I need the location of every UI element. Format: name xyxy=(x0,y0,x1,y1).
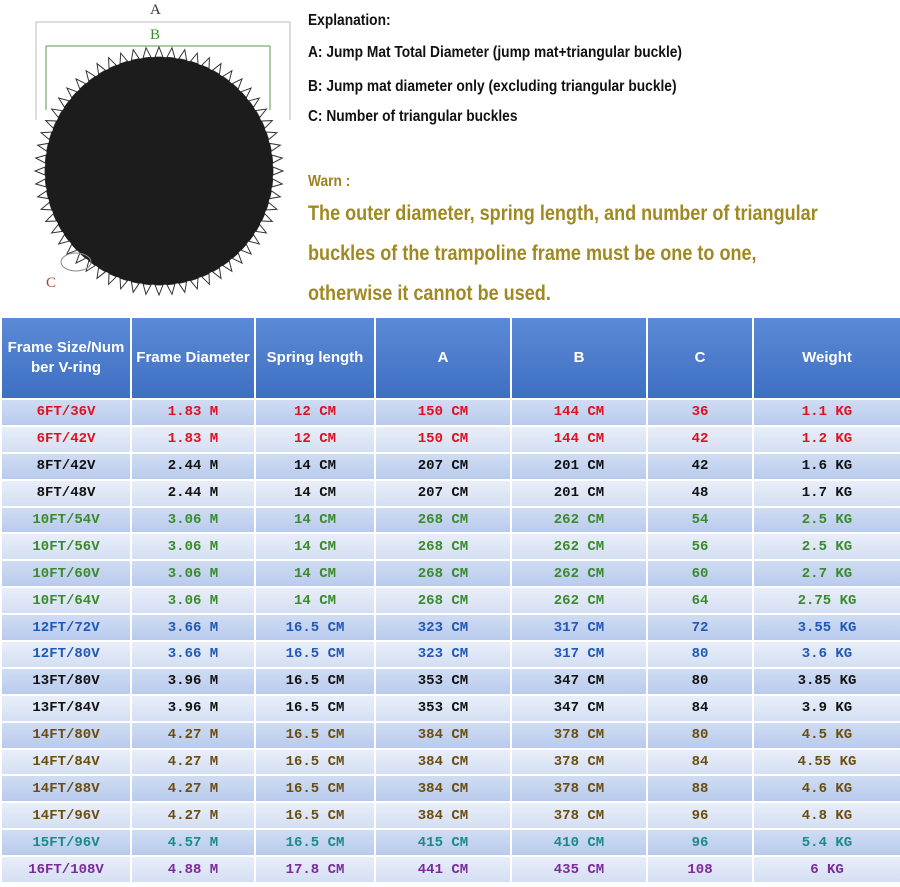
cell-frame-diameter: 3.96 M xyxy=(132,696,254,721)
cell-a: 384 CM xyxy=(376,776,510,801)
table-row xyxy=(2,615,900,640)
triangular-buckle xyxy=(131,50,139,61)
cell-c: 42 xyxy=(648,427,752,452)
cell-spring-length: 12 CM xyxy=(256,400,374,425)
cell-frame-diameter: 3.06 M xyxy=(132,588,254,613)
cell-c: 80 xyxy=(648,723,752,748)
cell-frame-size: 14FT/80V xyxy=(2,723,130,748)
triangular-buckle xyxy=(131,282,139,293)
trampoline-mat-diagram xyxy=(0,0,300,312)
cell-weight: 1.7 KG xyxy=(754,481,900,506)
cell-frame-diameter: 4.88 M xyxy=(132,857,254,882)
cell-spring-length: 16.5 CM xyxy=(256,723,374,748)
header-a: A xyxy=(376,318,510,398)
header-weight: Weight xyxy=(754,318,900,398)
cell-spring-length: 14 CM xyxy=(256,454,374,479)
table-row xyxy=(2,776,900,801)
cell-frame-diameter: 3.06 M xyxy=(132,534,254,559)
table-row xyxy=(2,427,900,452)
cell-weight: 1.1 KG xyxy=(754,400,900,425)
table-row xyxy=(2,534,900,559)
cell-spring-length: 17.8 CM xyxy=(256,857,374,882)
triangular-buckle xyxy=(143,284,151,294)
cell-a: 441 CM xyxy=(376,857,510,882)
cell-b: 378 CM xyxy=(512,723,646,748)
cell-weight: 3.85 KG xyxy=(754,669,900,694)
cell-weight: 4.8 KG xyxy=(754,803,900,828)
cell-b: 201 CM xyxy=(512,481,646,506)
cell-spring-length: 16.5 CM xyxy=(256,830,374,855)
cell-b: 378 CM xyxy=(512,803,646,828)
cell-frame-size: 6FT/36V xyxy=(2,400,130,425)
table-row xyxy=(2,561,900,586)
cell-spring-length: 16.5 CM xyxy=(256,696,374,721)
cell-frame-size: 13FT/84V xyxy=(2,696,130,721)
table-row xyxy=(2,803,900,828)
cell-frame-diameter: 3.06 M xyxy=(132,561,254,586)
cell-c: 36 xyxy=(648,400,752,425)
label-b: B xyxy=(150,27,161,43)
cell-weight: 2.75 KG xyxy=(754,588,900,613)
triangular-buckle xyxy=(270,143,281,151)
cell-frame-size: 15FT/96V xyxy=(2,830,130,855)
cell-a: 207 CM xyxy=(376,454,510,479)
cell-a: 323 CM xyxy=(376,642,510,667)
cell-frame-size: 12FT/72V xyxy=(2,615,130,640)
cell-b: 378 CM xyxy=(512,750,646,775)
cell-spring-length: 16.5 CM xyxy=(256,776,374,801)
cell-spring-length: 14 CM xyxy=(256,481,374,506)
table-header-row xyxy=(2,318,900,398)
cell-frame-diameter: 3.06 M xyxy=(132,508,254,533)
table-row xyxy=(2,642,900,667)
table-row xyxy=(2,750,900,775)
cell-b: 317 CM xyxy=(512,642,646,667)
cell-weight: 1.6 KG xyxy=(754,454,900,479)
cell-c: 88 xyxy=(648,776,752,801)
cell-frame-size: 8FT/48V xyxy=(2,481,130,506)
table-row xyxy=(2,857,900,882)
cell-frame-diameter: 4.27 M xyxy=(132,776,254,801)
header-frame-size: Frame Size/Num ber V-ring xyxy=(2,318,130,398)
cell-weight: 3.6 KG xyxy=(754,642,900,667)
warn-label: Warn : xyxy=(308,173,351,190)
triangular-buckle xyxy=(273,167,283,175)
explanation-a: A: Jump Mat Total Diameter (jump mat+triangular buckle) xyxy=(308,44,683,61)
table-row xyxy=(2,454,900,479)
cell-c: 96 xyxy=(648,830,752,855)
cell-weight: 2.5 KG xyxy=(754,508,900,533)
cell-a: 268 CM xyxy=(376,534,510,559)
cell-c: 54 xyxy=(648,508,752,533)
cell-frame-diameter: 3.66 M xyxy=(132,642,254,667)
cell-a: 353 CM xyxy=(376,696,510,721)
triangular-buckle xyxy=(179,282,187,293)
cell-weight: 2.7 KG xyxy=(754,561,900,586)
table-row xyxy=(2,588,900,613)
explanation-c: C: Number of triangular buckles xyxy=(308,108,518,125)
cell-frame-size: 14FT/88V xyxy=(2,776,130,801)
triangular-buckle xyxy=(36,155,46,163)
triangular-buckle xyxy=(167,284,175,294)
cell-spring-length: 14 CM xyxy=(256,534,374,559)
cell-weight: 6 KG xyxy=(754,857,900,882)
table-row xyxy=(2,830,900,855)
triangular-buckle xyxy=(38,143,49,151)
cell-c: 72 xyxy=(648,615,752,640)
cell-b: 144 CM xyxy=(512,427,646,452)
cell-frame-size: 12FT/80V xyxy=(2,642,130,667)
cell-frame-diameter: 1.83 M xyxy=(132,427,254,452)
cell-spring-length: 12 CM xyxy=(256,427,374,452)
cell-frame-size: 10FT/54V xyxy=(2,508,130,533)
cell-c: 84 xyxy=(648,696,752,721)
cell-b: 435 CM xyxy=(512,857,646,882)
table-row xyxy=(2,508,900,533)
cell-spring-length: 14 CM xyxy=(256,561,374,586)
cell-spring-length: 16.5 CM xyxy=(256,615,374,640)
header-spring-length: Spring length xyxy=(256,318,374,398)
label-c: C xyxy=(46,275,57,291)
cell-frame-diameter: 4.27 M xyxy=(132,723,254,748)
cell-c: 84 xyxy=(648,750,752,775)
cell-a: 415 CM xyxy=(376,830,510,855)
explanation-title: Explanation: xyxy=(308,12,391,29)
cell-a: 384 CM xyxy=(376,803,510,828)
cell-b: 347 CM xyxy=(512,696,646,721)
cell-spring-length: 14 CM xyxy=(256,508,374,533)
triangular-buckle xyxy=(36,179,46,187)
triangular-buckle xyxy=(272,155,282,163)
triangular-buckle xyxy=(167,48,175,58)
triangular-buckle xyxy=(155,285,163,295)
cell-weight: 3.9 KG xyxy=(754,696,900,721)
cell-frame-diameter: 1.83 M xyxy=(132,400,254,425)
header-c: C xyxy=(648,318,752,398)
cell-frame-size: 14FT/84V xyxy=(2,750,130,775)
cell-b: 201 CM xyxy=(512,454,646,479)
cell-b: 347 CM xyxy=(512,669,646,694)
cell-frame-size: 13FT/80V xyxy=(2,669,130,694)
triangular-buckle xyxy=(179,50,187,61)
triangular-buckle xyxy=(143,48,151,58)
cell-frame-diameter: 2.44 M xyxy=(132,481,254,506)
cell-spring-length: 16.5 CM xyxy=(256,669,374,694)
cell-frame-diameter: 4.57 M xyxy=(132,830,254,855)
cell-b: 262 CM xyxy=(512,508,646,533)
cell-b: 262 CM xyxy=(512,534,646,559)
cell-frame-diameter: 3.66 M xyxy=(132,615,254,640)
cell-b: 262 CM xyxy=(512,588,646,613)
explanation-b: B: Jump mat diameter only (excluding triangular buckle) xyxy=(308,78,677,95)
table-row xyxy=(2,669,900,694)
header-frame-diameter: Frame Diameter xyxy=(132,318,254,398)
triangular-buckle xyxy=(38,191,49,199)
cell-frame-size: 14FT/96V xyxy=(2,803,130,828)
cell-spring-length: 16.5 CM xyxy=(256,803,374,828)
cell-weight: 4.6 KG xyxy=(754,776,900,801)
cell-spring-length: 16.5 CM xyxy=(256,642,374,667)
cell-a: 384 CM xyxy=(376,750,510,775)
table-row xyxy=(2,696,900,721)
cell-weight: 1.2 KG xyxy=(754,427,900,452)
cell-frame-size: 8FT/42V xyxy=(2,454,130,479)
cell-spring-length: 16.5 CM xyxy=(256,750,374,775)
triangular-buckle xyxy=(35,167,45,175)
cell-c: 96 xyxy=(648,803,752,828)
cell-weight: 4.5 KG xyxy=(754,723,900,748)
table-row xyxy=(2,481,900,506)
cell-frame-size: 16FT/108V xyxy=(2,857,130,882)
cell-a: 207 CM xyxy=(376,481,510,506)
cell-b: 410 CM xyxy=(512,830,646,855)
triangular-buckle xyxy=(155,47,163,57)
cell-a: 268 CM xyxy=(376,561,510,586)
spec-table xyxy=(0,316,900,884)
label-a: A xyxy=(150,2,161,18)
cell-frame-size: 10FT/60V xyxy=(2,561,130,586)
cell-c: 80 xyxy=(648,642,752,667)
cell-frame-size: 6FT/42V xyxy=(2,427,130,452)
cell-c: 56 xyxy=(648,534,752,559)
cell-frame-diameter: 2.44 M xyxy=(132,454,254,479)
cell-weight: 3.55 KG xyxy=(754,615,900,640)
cell-frame-diameter: 4.27 M xyxy=(132,750,254,775)
cell-a: 323 CM xyxy=(376,615,510,640)
cell-b: 317 CM xyxy=(512,615,646,640)
warn-line-3: otherwise it cannot be used. xyxy=(308,282,551,305)
cell-a: 384 CM xyxy=(376,723,510,748)
header-b: B xyxy=(512,318,646,398)
cell-c: 80 xyxy=(648,669,752,694)
cell-a: 353 CM xyxy=(376,669,510,694)
cell-c: 108 xyxy=(648,857,752,882)
cell-c: 42 xyxy=(648,454,752,479)
table-row xyxy=(2,400,900,425)
cell-b: 262 CM xyxy=(512,561,646,586)
warn-line-2: buckles of the trampoline frame must be one to one, xyxy=(308,242,757,265)
cell-a: 150 CM xyxy=(376,427,510,452)
triangular-buckle xyxy=(272,179,282,187)
warn-line-1: The outer diameter, spring length, and number of triangular xyxy=(308,202,818,225)
cell-frame-size: 10FT/64V xyxy=(2,588,130,613)
cell-c: 48 xyxy=(648,481,752,506)
table-row xyxy=(2,723,900,748)
cell-frame-size: 10FT/56V xyxy=(2,534,130,559)
triangular-buckle xyxy=(270,191,281,199)
cell-a: 268 CM xyxy=(376,588,510,613)
cell-weight: 5.4 KG xyxy=(754,830,900,855)
cell-frame-diameter: 4.27 M xyxy=(132,803,254,828)
cell-weight: 2.5 KG xyxy=(754,534,900,559)
cell-c: 64 xyxy=(648,588,752,613)
cell-b: 144 CM xyxy=(512,400,646,425)
cell-weight: 4.55 KG xyxy=(754,750,900,775)
cell-spring-length: 14 CM xyxy=(256,588,374,613)
cell-c: 60 xyxy=(648,561,752,586)
cell-b: 378 CM xyxy=(512,776,646,801)
cell-frame-diameter: 3.96 M xyxy=(132,669,254,694)
cell-a: 150 CM xyxy=(376,400,510,425)
mat-illustration xyxy=(0,0,300,312)
cell-a: 268 CM xyxy=(376,508,510,533)
